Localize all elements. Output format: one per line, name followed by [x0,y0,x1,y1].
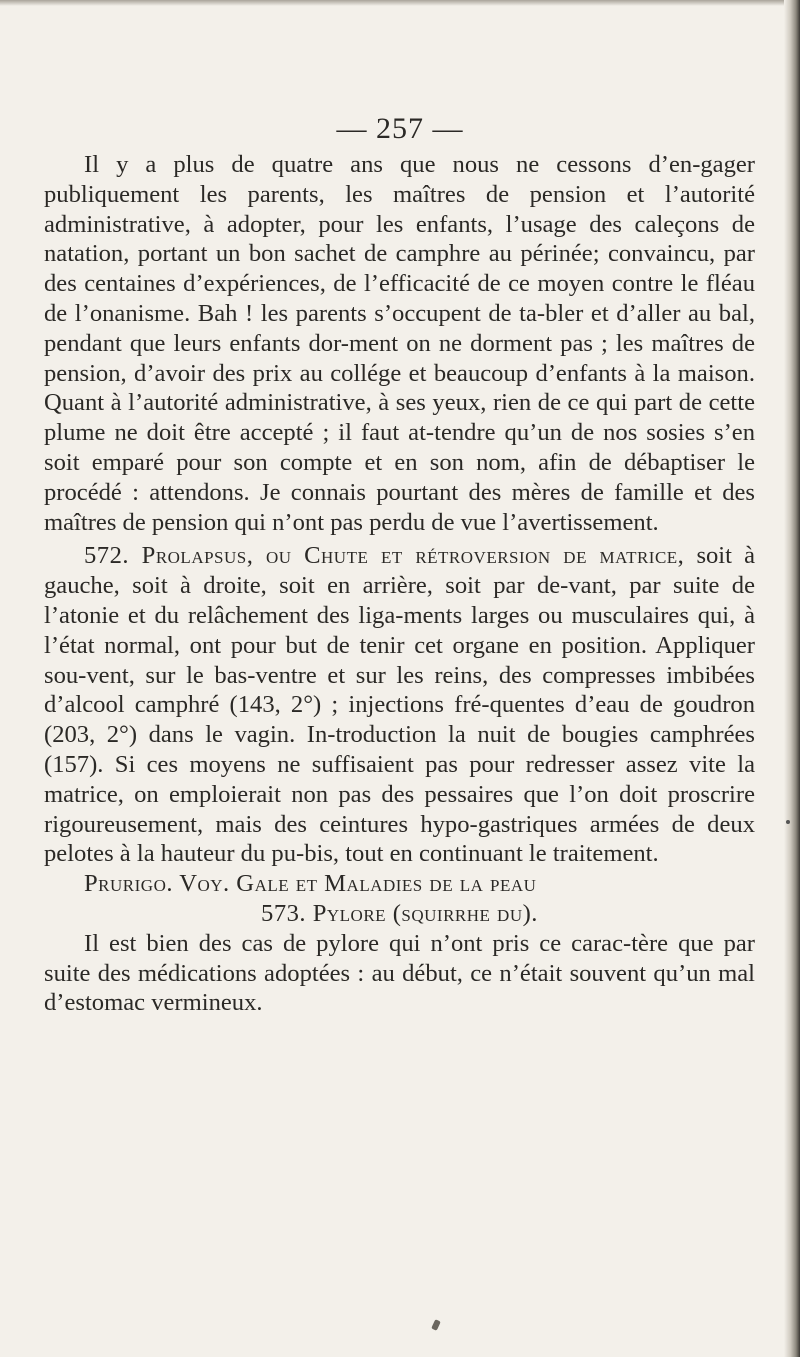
page-top-shadow [0,0,784,6]
paragraph-onanism: Il y a plus de quatre ans que nous ne cessons d’en-gager publiquement les parents, les maîtres de pension et l’autorité administrative, à adopter, pour les enfants, l’usage des caleçons de natation, portant un bon sachet de camphre au périnée; convaincu, par des centaines d’expériences, de l’efficacité de ce moyen contre le fléau de l’onanisme. Bah ! les parents s’occupent de ta-bler et d’aller au bal, pendant que leurs enfants dor-ment on ne dorment pas ; les maîtres de pension, d’avoir des prix au collége et beaucoup d’enfants à la maison. Quant à l’autorité administrative, à ses yeux, rien de ce qui part de cette plume ne doit être accepté ; il faut at-tendre qu’un de nos sosies s’en soit emparé pour son compte et en son nom, afin de débaptiser le procédé : attendons. Je connais pourtant des mères de famille et des maîtres de pension qui n’ont pas perdu de vue l’avertissement. [44,151,755,536]
print-speck [786,820,790,824]
page-number: — 257 — [336,112,464,145]
entry-body-572: soit à gauche, soit à droite, soit en arrière, soit par de-vant, par suite de l’atonie et du relâchement des liga-ments larges ou musculaires qui, à l’état normal, ont pour but de tenir cet organe en position. Appliquer sou-vent, sur le bas-ventre et sur les reins, des compresses imbibées d’alcool camphré (143, 2°) ; injections fré-quentes d’eau de goudron (203, 2°) dans le vagin. In-troduction la nuit de bougies camphrées (157). Si ces moyens ne suffisaient pas pour redresser assez vite la matrice, on emploierait non pas des pessaires que l’on doit proscrire rigoureusement, mais des ceintures hypo-gastriques armées de deux pelotes à la hauteur du pu-bis, tout en continuant le traitement. [44,542,755,868]
paragraph-prurigo [44,869,755,899]
paragraph-pylore: Il est bien des cas de pylore qui n’ont pris ce carac-tère que par suite des médications adoptées : au début, ce n’était souvent qu’un mal d’estomac vermineux. [44,929,755,1017]
entry-heading-573-text: 573. Pylore (squirrhe du). [261,899,538,927]
paragraph-prolapsus [44,541,755,869]
entry-prurigo: Prurigo. Voy. Gale et Maladies de la peau [84,870,537,898]
body-text [44,150,755,1018]
entry-heading-573 [44,899,755,929]
entry-heading-572: 572. Prolapsus, ou Chute et rétroversion de matrice, [84,542,685,570]
ink-mark [431,1319,441,1331]
page-binding-edge [784,0,800,1357]
